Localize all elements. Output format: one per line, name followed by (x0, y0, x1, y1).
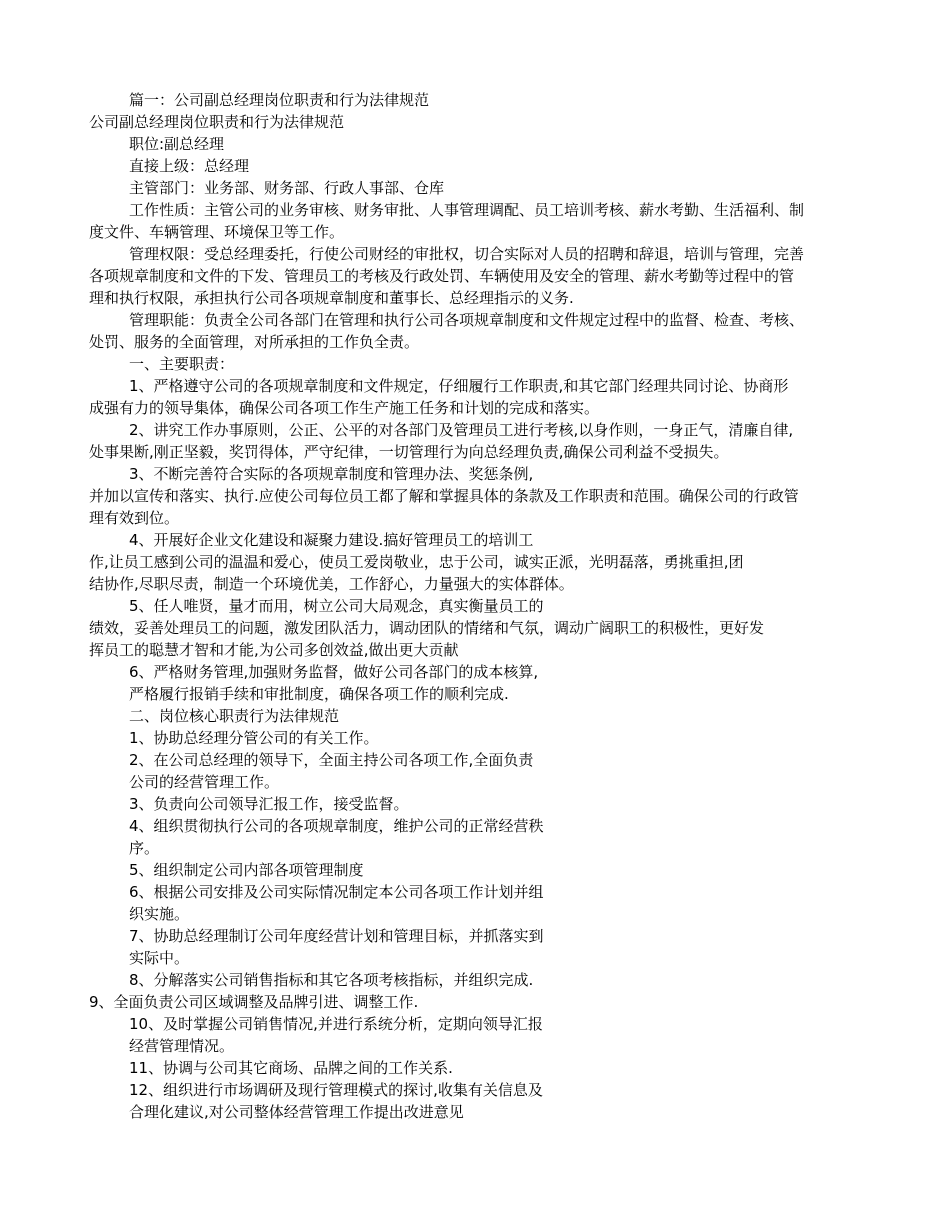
list-item: 12、组织进行市场调研及现行管理模式的探讨,收集有关信息及 (129, 1081, 543, 1099)
list-item-continuation: 织实施。 (129, 905, 190, 923)
list-item-continuation: 严格履行报销手续和审批制度，确保各项工作的顺利完成. (129, 685, 509, 703)
list-item: 5、任人唯贤，量才而用，树立公司大局观念，真实衡量员工的 (129, 597, 544, 615)
list-item-continuation: 成强有力的领导集体，确保公司各项工作生产施工任务和计划的完成和落实。 (89, 399, 600, 417)
text-line: 各项规章制度和文件的下发、管理员工的考核及行政处罚、车辆使用及安全的管理、薪水考勤等过程中的管 (89, 267, 795, 285)
departments-line: 主管部门：业务部、财务部、行政人事部、仓库 (129, 179, 445, 197)
list-item-continuation: 绩效，妥善处理员工的问题，激发团队活力，调动团队的情绪和气氛，调动广阔职工的积极性，更好发 (89, 619, 765, 637)
list-item-continuation: 经营管理情况。 (129, 1037, 235, 1055)
text-line: 处罚、服务的全面管理，对所承担的工作负全责。 (89, 333, 420, 351)
text-line: 度文件、车辆管理、环境保卫等工作。 (89, 223, 345, 241)
list-item-continuation: 公司的经营管理工作。 (129, 773, 280, 791)
list-item: 6、根据公司安排及公司实际情况制定本公司各项工作计划并组 (129, 883, 544, 901)
list-item: 1、协助总经理分管公司的有关工作。 (129, 729, 379, 747)
list-item: 7、协助总经理制订公司年度经营计划和管理目标，并抓落实到 (129, 927, 544, 945)
list-item: 1、严格遵守公司的各项规章制度和文件规定，仔细履行工作职责,和其它部门经理共同讨论、协商形 (129, 377, 789, 395)
list-item-continuation: 合理化建议,对公司整体经营管理工作提出改进意见 (129, 1103, 464, 1121)
list-item: 9、全面负责公司区域调整及品牌引进、调整工作. (89, 993, 419, 1011)
text-line: 管理职能：负责全公司各部门在管理和执行公司各项规章制度和文件规定过程中的监督、检查、考核、 (129, 311, 805, 329)
list-item: 5、组织制定公司内部各项管理制度 (129, 861, 364, 879)
text-line: 理和执行权限，承担执行公司各项规章制度和董事长、总经理指示的义务. (89, 289, 574, 307)
list-item: 2、在公司总经理的领导下，全面主持公司各项工作,全面负责 (129, 751, 534, 769)
list-item-continuation: 序。 (129, 839, 160, 857)
list-item: 8、分解落实公司销售指标和其它各项考核指标，并组织完成. (129, 971, 534, 989)
section-heading: 一、主要职责： (129, 355, 235, 373)
list-item: 4、开展好企业文化建设和凝聚力建设.搞好管理员工的培训工 (129, 531, 534, 549)
list-item-continuation: 结协作,尽职尽责，制造一个环境优美，工作舒心，力量强大的实体群体。 (89, 575, 574, 593)
section-heading: 二、岗位核心职责行为法律规范 (129, 707, 340, 725)
document-title: 公司副总经理岗位职责和行为法律规范 (89, 113, 345, 131)
list-item: 4、组织贯彻执行公司的各项规章制度，维护公司的正常经营秩 (129, 817, 544, 835)
list-item-continuation: 处事果断,刚正坚毅，奖罚得体，严守纪律，一切管理行为向总经理负责,确保公司利益不受损失。 (89, 443, 729, 461)
document-heading: 篇一：公司副总经理岗位职责和行为法律规范 (129, 91, 430, 109)
list-item: 11、协调与公司其它商场、品牌之间的工作关系. (129, 1059, 453, 1077)
list-item-continuation: 理有效到位。 (89, 509, 180, 527)
text-line: 工作性质：主管公司的业务审核、财务审批、人事管理调配、员工培训考核、薪水考勤、生活福利、制 (129, 201, 805, 219)
list-item-continuation: 作,让员工感到公司的温温和爱心，使员工爱岗敬业，忠于公司，诚实正派，光明磊落，勇挑重担,团 (89, 553, 744, 571)
list-item: 3、不断完善符合实际的各项规章制度和管理办法、奖惩条例, (129, 465, 534, 483)
list-item: 3、负责向公司领导汇报工作，接受监督。 (129, 795, 409, 813)
list-item: 6、严格财务管理,加强财务监督，做好公司各部门的成本核算, (129, 663, 539, 681)
list-item-continuation: 并加以宣传和落实、执行.应使公司每位员工都了解和掌握具体的条款及工作职责和范围。确保公司的行政管 (89, 487, 799, 505)
list-item-continuation: 实际中。 (129, 949, 190, 967)
supervisor-line: 直接上级：总经理 (129, 157, 250, 175)
list-item: 10、及时掌握公司销售情况,并进行系统分析，定期向领导汇报 (129, 1015, 543, 1033)
text-line: 管理权限：受总经理委托，行使公司财经的审批权，切合实际对人员的招聘和辞退，培训与管理，完善 (129, 245, 805, 263)
position-line: 职位:副总经理 (129, 135, 225, 153)
list-item-continuation: 挥员工的聪慧才智和才能,为公司多创效益,做出更大贡献 (89, 641, 459, 659)
list-item: 2、讲究工作办事原则，公正、公平的对各部门及管理员工进行考核,以身作则，一身正气，清廉自律, (129, 421, 794, 439)
